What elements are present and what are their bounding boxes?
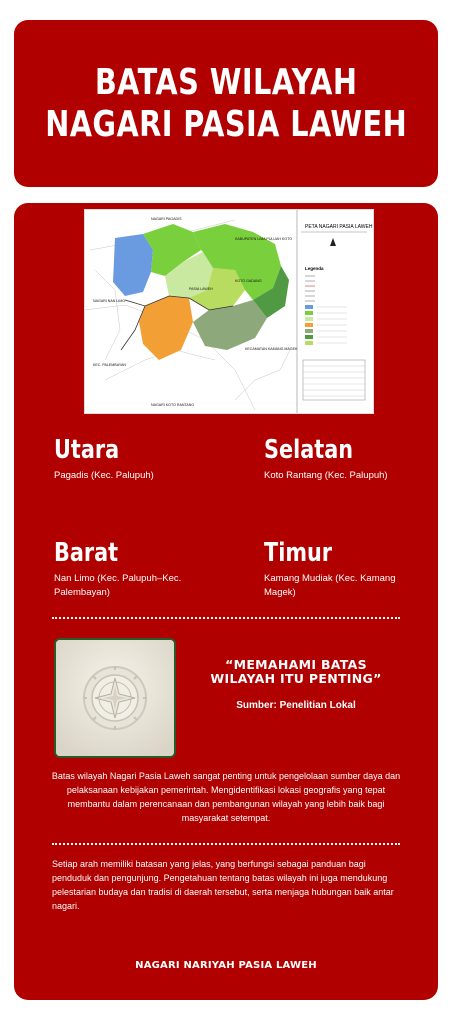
map-title: PETA NAGARI PASIA LAWEH: [305, 224, 373, 230]
direction-west-title: Barat: [54, 538, 119, 568]
map-legend-title: Legenda: [305, 266, 324, 271]
paragraph-directions: Setiap arah memiliki batasan yang jelas, yang berfungsi sebagai panduan bagi penduduk dan pengunjung. Pengetahuan tentang batas wilayah ini juga mendukung pelestarian budaya dan tradisi di daerah tersebut, serta menjaga hubungan baik antar nagari.: [52, 859, 394, 911]
map-label-nan-limo: NAGARI NAN LIMO: [93, 299, 126, 303]
direction-east-title: Timur: [264, 538, 333, 568]
map-label-pagadis: NAGARI PAGADIS: [151, 217, 182, 221]
direction-west: [54, 538, 214, 600]
main-card: [14, 203, 438, 1000]
ornament-image: [54, 638, 176, 758]
page-title-line2: NAGARI PASIA LAWEH: [45, 103, 407, 145]
map-label-pasia-laweh: PASIA LAWEH: [189, 287, 213, 291]
divider-dotted-2: [52, 843, 400, 845]
map-label-kamang: KECAMATAN KAMANG MAGEK: [245, 347, 298, 351]
map-label-koto-gadang: KOTO GADANG: [235, 279, 262, 283]
direction-north-text: Pagadis (Kec. Palupuh): [54, 470, 154, 481]
quote-source: Sumber: Penelitian Lokal: [236, 700, 356, 711]
page-title-line1: BATAS WILAYAH: [94, 61, 358, 103]
map-label-kabupaten: KABUPATEN LIMA PULUAH KOTO: [235, 237, 293, 241]
footer-title: NAGARI NARIYAH PASIA LAWEH: [135, 960, 317, 971]
direction-east: [264, 538, 424, 600]
map-label-koto-rantang: NAGARI KOTO RANTANG: [151, 403, 195, 407]
header-card: [14, 20, 438, 187]
direction-east-text: Kamang Mudiak (Kec. Kamang Magek): [264, 573, 396, 598]
compass-ornament-icon: [56, 640, 174, 756]
boundary-map[interactable]: [84, 209, 374, 414]
quote-block: [196, 658, 396, 711]
map-graphic: [85, 210, 373, 413]
divider-dotted-1: [52, 617, 400, 619]
direction-north-title: Utara: [54, 435, 120, 465]
direction-west-text: Nan Limo (Kec. Palupuh–Kec. Palembayan): [54, 573, 182, 598]
direction-south-text: Koto Rantang (Kec. Palupuh): [264, 470, 388, 481]
map-label-palembayan: KEC. PALEMBAYAN: [93, 363, 126, 367]
paragraph-importance: Batas wilayah Nagari Pasia Laweh sangat penting untuk pengelolaan sumber daya dan pelaksanaan kebijakan pemerintah. Mengidentifikasi lokasi geografis yang tepat membantu dalam perencanaan dan pembangunan wilayah yang lebih baik bagi masyarakat setempat.: [51, 771, 401, 823]
quote-text: “MEMAHAMI BATAS WILAYAH ITU PENTING”: [210, 657, 382, 686]
direction-south-title: Selatan: [264, 435, 354, 465]
direction-south: [264, 435, 424, 483]
direction-north: [54, 435, 234, 483]
